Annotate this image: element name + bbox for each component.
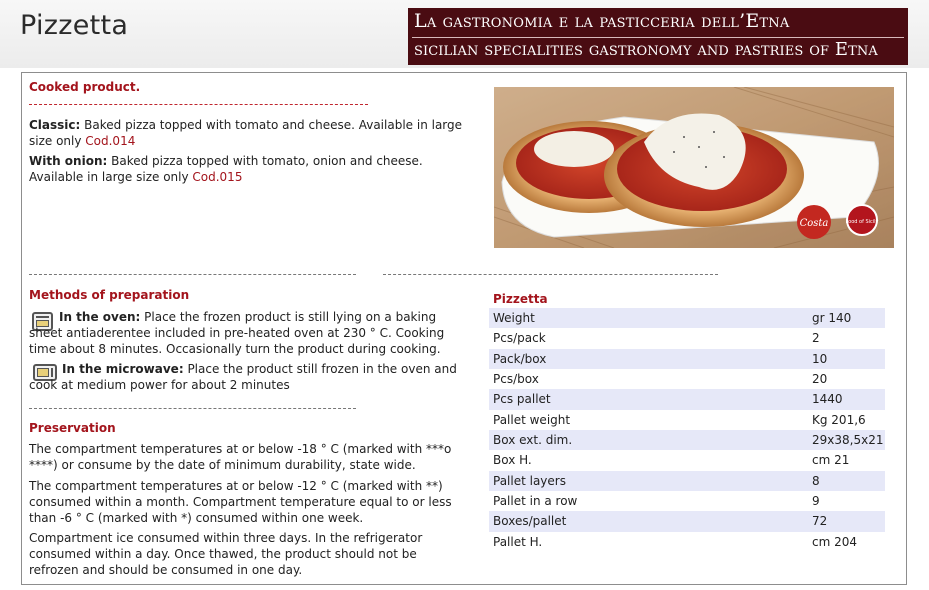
brand-tagline-english: sicilian specialities gastronomy and pastries of Etna [414, 39, 878, 60]
section-divider [29, 104, 368, 105]
spec-label: Box H. [493, 453, 532, 468]
page-header [0, 0, 929, 68]
table-row [489, 471, 885, 491]
svg-text:Costa: Costa [799, 218, 829, 229]
classic-label: Classic: [29, 118, 81, 132]
specs-table [489, 308, 885, 552]
spec-value: cm 204 [812, 534, 858, 549]
spec-value: 9 [812, 494, 820, 509]
brand-banner [408, 8, 908, 65]
oven-instructions [29, 309, 469, 357]
spec-value: 1440 [812, 392, 843, 407]
svg-text:Food of Sicily: Food of Sicily [845, 219, 879, 225]
microwave-text: Place the product still frozen in the oven and cook at medium power for about 2 minutes [29, 362, 457, 392]
spec-label: Pallet in a row [493, 494, 578, 509]
spec-label: Pcs/box [493, 372, 539, 387]
page-title: Pizzetta [20, 10, 129, 41]
preservation-paragraph: The compartment temperatures at or below -12 ° C (marked with **) consumed within a month. Compartment temperature equal to or less than -6 ° C (marked with *) consumed within one week. [29, 479, 452, 525]
table-row [489, 511, 885, 531]
spec-label: Pcs/pack [493, 331, 546, 346]
spec-value: 2 [812, 331, 820, 346]
costa-logo [797, 205, 831, 239]
spec-label: Pack/box [493, 351, 547, 366]
section-divider [29, 408, 356, 409]
product-photo [494, 87, 894, 248]
onion-description [29, 153, 474, 185]
brand-tagline-italian: La gastronomia e la pasticceria dell’Etna [414, 10, 790, 32]
food-of-sicily-logo [845, 205, 878, 235]
brand-divider [412, 37, 904, 38]
spec-value: cm 21 [812, 453, 850, 468]
spec-label: Pallet layers [493, 473, 566, 488]
specs-heading: Pizzetta [493, 292, 548, 306]
table-row [489, 369, 885, 389]
spec-value: 10 [812, 351, 828, 366]
spec-value: gr 140 [812, 311, 852, 325]
microwave-instructions [29, 361, 469, 393]
spec-label: Weight [493, 311, 535, 325]
section-divider [29, 274, 356, 275]
classic-description [29, 117, 474, 149]
spec-label: Pcs pallet [493, 392, 551, 407]
classic-text: Baked pizza topped with tomato and cheese. Available in large size only [29, 118, 463, 148]
spec-value: 8 [812, 473, 820, 488]
section-divider [383, 274, 718, 275]
microwave-label: In the microwave: [62, 362, 184, 376]
preservation-heading: Preservation [29, 421, 116, 435]
spec-value: 20 [812, 372, 828, 387]
table-row [489, 450, 885, 470]
table-row [489, 491, 885, 511]
preparation-heading: Methods of preparation [29, 288, 190, 302]
preservation-paragraph: The compartment temperatures at or below -18 ° C (marked with ***o ****) or consume by the date of minimum durability, state wide. [29, 442, 452, 472]
preservation-paragraph: Compartment ice consumed within three days. In the refrigerator consumed within a day. Once thawed, the product should not be refrozen and should be consumed in one day. [29, 531, 423, 577]
table-row [489, 532, 885, 552]
table-row [489, 349, 885, 369]
onion-label: With onion: [29, 154, 108, 168]
table-row [489, 389, 885, 409]
table-row [489, 430, 885, 450]
onion-code-link[interactable]: Cod.015 [192, 170, 243, 184]
spec-label: Pallet weight [493, 412, 571, 427]
oven-text: Place the frozen product is still lying on a baking sheet antiaderentee included in pre-heated oven at 230 ° C. Cooking time about 8 minutes. Occasionally turn the product during cooking. [29, 310, 445, 356]
classic-code-link[interactable]: Cod.014 [85, 134, 136, 148]
table-row [489, 308, 885, 328]
spec-label: Box ext. dim. [493, 433, 573, 448]
table-row [489, 328, 885, 348]
spec-value: Kg 201,6 [812, 412, 866, 427]
table-row [489, 410, 885, 430]
cooked-product-heading: Cooked product. [29, 80, 141, 94]
spec-value: 72 [812, 514, 828, 529]
oven-label: In the oven: [59, 310, 141, 324]
spec-label: Boxes/pallet [493, 514, 567, 529]
onion-text: Baked pizza topped with tomato, onion and cheese. Available in large size only [29, 154, 423, 184]
spec-label: Pallet H. [493, 534, 543, 549]
spec-value: 29x38,5x21 [812, 433, 884, 448]
